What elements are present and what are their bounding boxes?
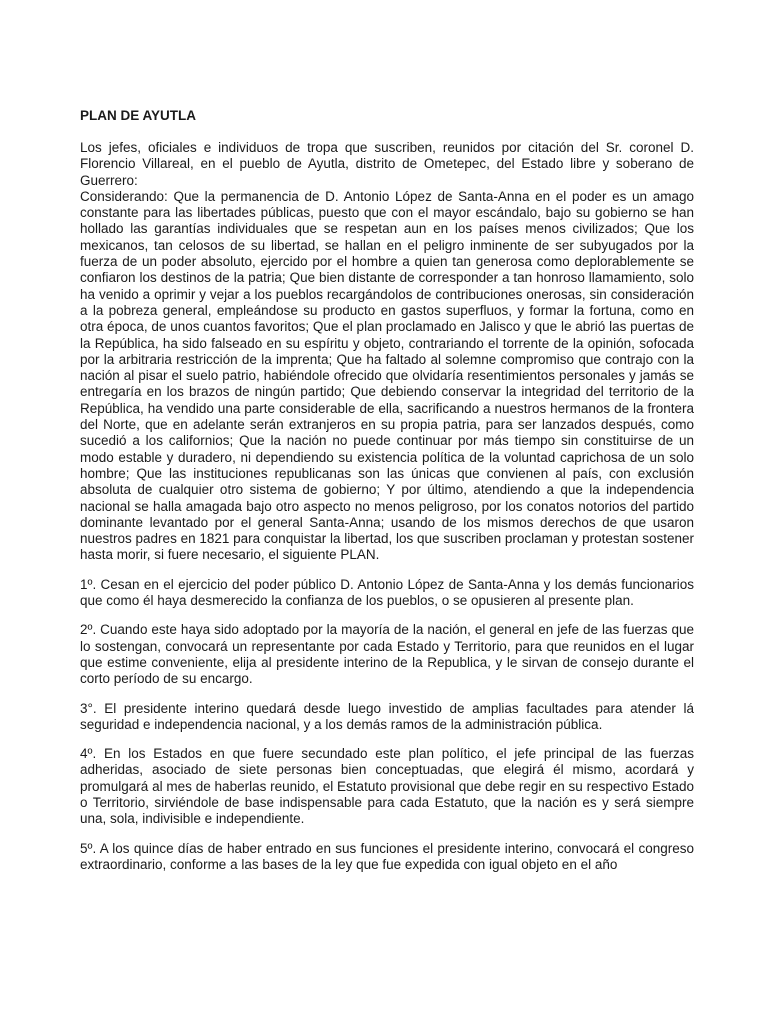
considerando-paragraph: Considerando: Que la permanencia de D. Antonio López de Santa-Anna en el poder es un amago constante para las libertades públicas, puesto que con el mayor escándalo, bajo su gobierno se han hollado las garantías individuales que se respetan aun en los países menos civilizados; Que los mexicanos, tan celosos de su libertad, se hallan en el peligro inminente de ser subyugados por la fuerza de un poder absoluto, ejercido por el hombre a quien tan generosa como deplorablemente se confiaron los destinos de la patria; Que bien distante de corresponder a tan honroso llamamiento, solo ha venido a oprimir y vejar a los pueblos recargándolos de contribuciones onerosas, sin consideración a la pobreza general, empleándose su producto en gastos superfluos, y formar la fortuna, como en otra época, de unos cuantos favoritos; Que el plan proclamado en Jalisco y que le abrió las puertas de la República, ha sido falseado en su espíritu y objeto, contrariando el torrente de la opinión, sofocada por la arbitraria restricción de la imprenta; Que ha faltado al solemne compromiso que contrajo con la nación al pisar el suelo patrio, habiéndole ofrecido que olvidaría resentimientos personales y jamás se entregaría en los brazos de ningún partido; Que debiendo conservar la integridad del territorio de la República, ha vendido una parte considerable de ella, sacrificando a nuestros hermanos de la frontera del Norte, que en adelante serán extranjeros en su propia patria, para ser lanzados después, como sucedió a los californios; Que la nación no puede continuar por más tiempo sin constituirse de un modo estable y duradero, ni dependiendo su existencia política de la voluntad caprichosa de un solo hombre; Que las instituciones republicanas son las únicas que convienen al país, con exclusión absoluta de cualquier otro sistema de gobierno; Y por último, atendiendo a que la independencia nacional se halla amagada bajo otro aspecto no menos peligroso, por los conatos notorios del partido dominante levantado por el general Santa-Anna; usando de los mismos derechos de que usaron nuestros padres en 1821 para conquistar la libertad, los que suscriben proclaman y protestan sostener hasta morir, si fuere necesario, el siguiente PLAN. xyxy=(80,188,694,563)
document-title: PLAN DE AYUTLA xyxy=(80,108,197,123)
article-3: 3°. El presidente interino quedará desde luego investido de amplias facultades para atender lá seguridad e independencia nacional, y a los demás ramos de la administración pública. xyxy=(80,700,694,732)
article-1: 1º. Cesan en el ejercicio del poder público D. Antonio López de Santa-Anna y los demás funcionarios que como él haya desmerecido la confianza de los pueblos, o se opusieren al presente plan. xyxy=(80,576,694,609)
article-5: 5º. A los quince días de haber entrado en sus funciones el presidente interino, convocará el congreso extraordinario, conforme a las bases de la ley que fue expedida con igual objeto en el año xyxy=(80,840,694,872)
article-4: 4º. En los Estados en que fuere secundado este plan político, el jefe principal de las fuerzas adheridas, asociado de siete personas bien conceptuadas, que elegirá él mismo, acordará y promulgará al mes de haberlas reunido, el Estatuto provisional que debe regir en su respectivo Estado o Territorio, sirviéndole de base indispensable para cada Estatuto, que la nación es y será siempre una, sola, indivisible e independiente. xyxy=(80,746,694,827)
intro-paragraph: Los jefes, oficiales e individuos de tropa que suscriben, reunidos por citación del Sr. coronel D. Florencio Villareal, en el pueblo de Ayutla, distrito de Ometepec, del Estado libre y soberano de Guerrero: xyxy=(80,140,694,188)
article-2: 2º. Cuando este haya sido adoptado por la mayoría de la nación, el general en jefe de las fuerzas que lo sostengan, convocará un representante por cada Estado y Territorio, para que reunidos en el lugar que estime conveniente, elija al presidente interino de la Republica, y le sirvan de consejo durante el corto período de su encargo. xyxy=(80,622,694,687)
